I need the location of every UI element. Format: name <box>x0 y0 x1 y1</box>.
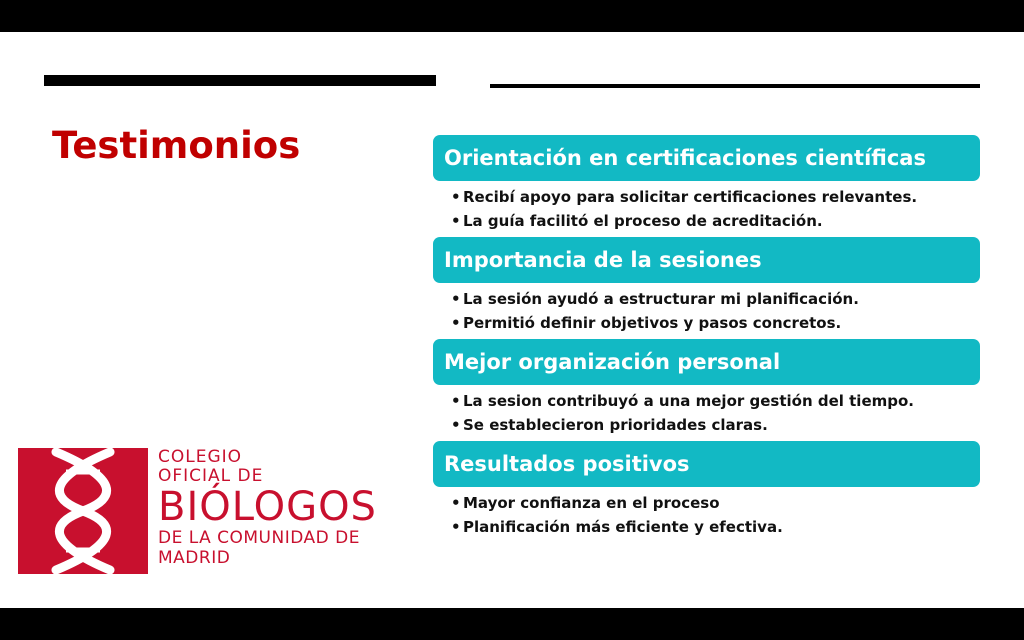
logo-line-4: DE LA COMUNIDAD DE <box>158 528 360 548</box>
logo-line-3: BIÓLOGOS <box>158 484 377 530</box>
list-item: • La sesion contribuyó a una mejor gestión del tiempo. <box>451 392 914 410</box>
logo-wordmark <box>158 448 377 568</box>
section-header: Resultados positivos <box>433 441 980 487</box>
cob-logo <box>18 448 413 574</box>
section-header: Orientación en certificaciones científicas <box>433 135 980 181</box>
slide <box>0 32 1024 608</box>
bullet-list <box>433 283 980 339</box>
bullet-list <box>433 385 980 441</box>
top-left-rule <box>44 75 436 86</box>
testimonial-sections <box>433 135 980 543</box>
list-item: • Permitió definir objetivos y pasos concretos. <box>451 314 842 332</box>
logo-line-5: MADRID <box>158 548 231 568</box>
section-organizacion <box>433 339 980 441</box>
logo-line-1: COLEGIO <box>158 447 243 467</box>
list-item: • Se establecieron prioridades claras. <box>451 416 768 434</box>
section-importancia <box>433 237 980 339</box>
bullet-list <box>433 487 980 543</box>
bullet-list <box>433 181 980 237</box>
list-item: • La guía facilitó el proceso de acreditación. <box>451 212 823 230</box>
page-title: Testimonios <box>52 124 301 167</box>
section-certificaciones <box>433 135 980 237</box>
list-item: • Planificación más eficiente y efectiva. <box>451 518 783 536</box>
dna-logo-icon <box>18 448 148 574</box>
section-header: Importancia de la sesiones <box>433 237 980 283</box>
section-header: Mejor organización personal <box>433 339 980 385</box>
section-resultados <box>433 441 980 543</box>
logo-line-2: OFICIAL DE <box>158 466 264 486</box>
list-item: • Mayor confianza en el proceso <box>451 494 720 512</box>
list-item: • Recibí apoyo para solicitar certificaciones relevantes. <box>451 188 918 206</box>
list-item: • La sesión ayudó a estructurar mi planificación. <box>451 290 859 308</box>
top-right-rule <box>490 84 980 88</box>
